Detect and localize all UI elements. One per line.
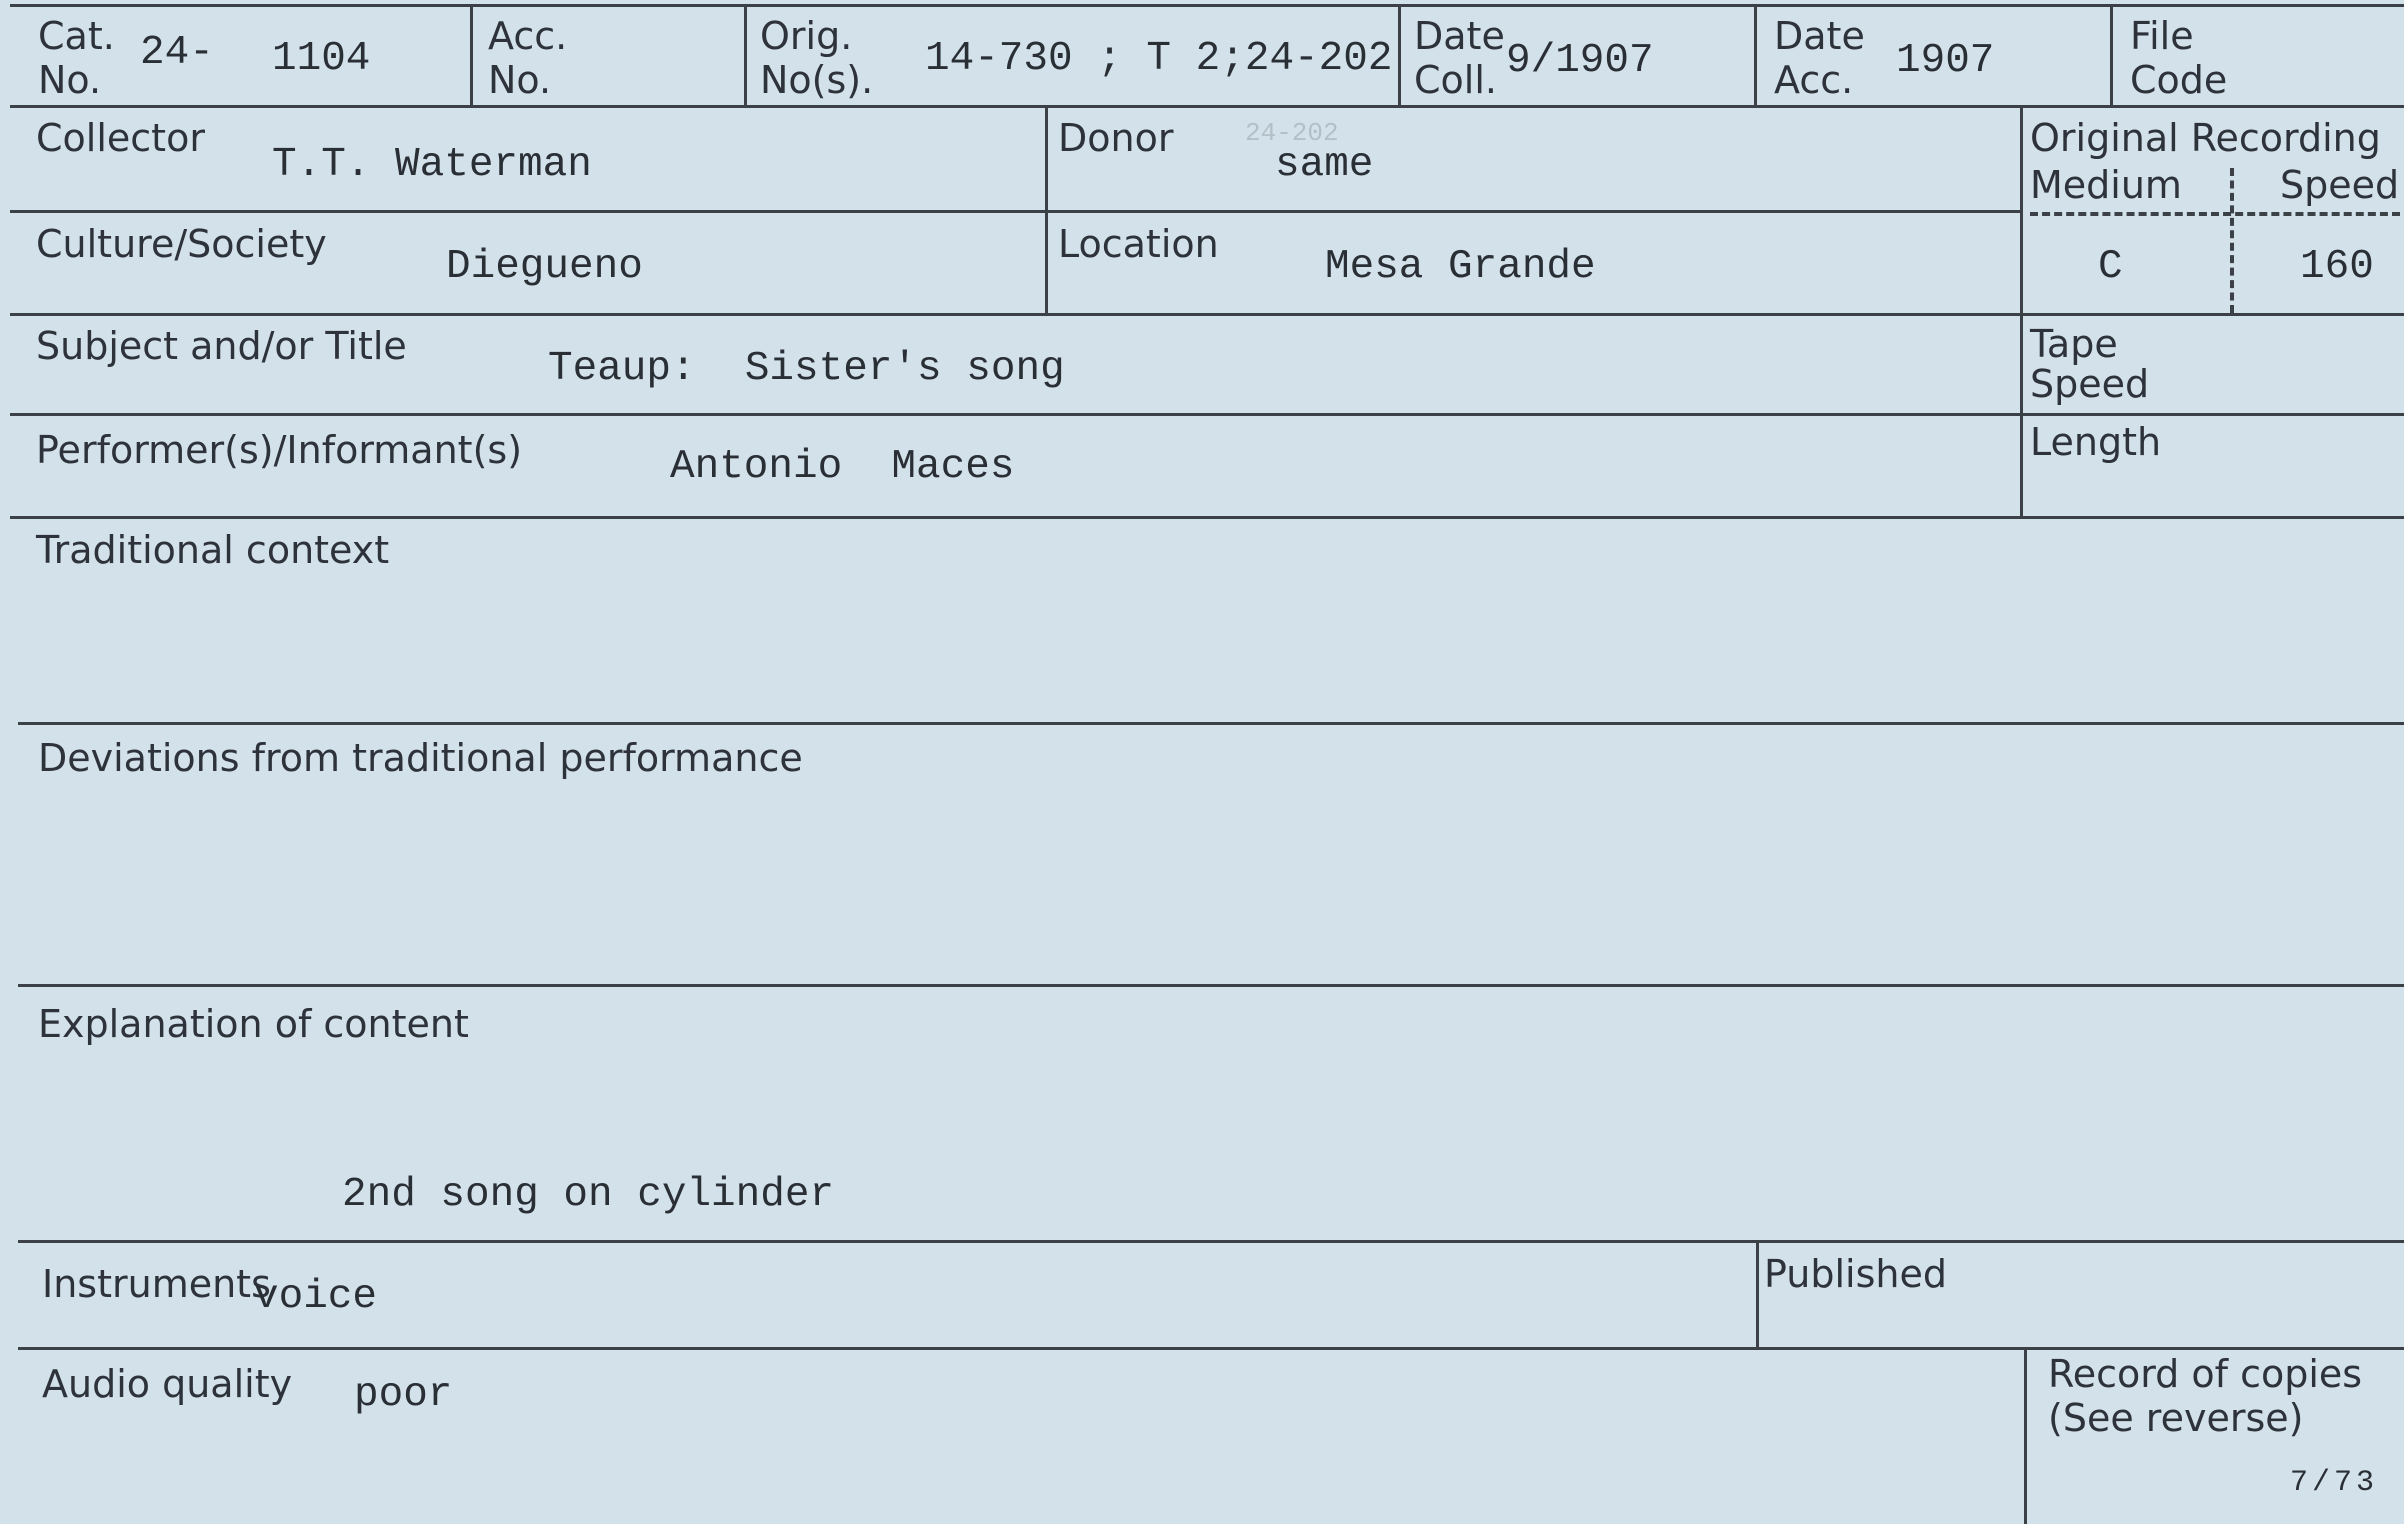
length-label: Length xyxy=(2030,420,2162,464)
performers-label: Performer(s)/Informant(s) xyxy=(36,428,523,472)
rule xyxy=(1754,4,1757,106)
rule xyxy=(1756,1240,1759,1348)
speed-label: Speed xyxy=(2280,163,2400,207)
medium-value: C xyxy=(2098,244,2123,290)
rule xyxy=(18,722,2404,725)
published-label: Published xyxy=(1764,1252,1947,1296)
donor-value: same xyxy=(1275,142,1374,188)
cat-number: 1104 xyxy=(272,36,371,82)
location-value: Mesa Grande xyxy=(1325,244,1596,290)
instruments-value: voice xyxy=(254,1274,378,1320)
collector-label: Collector xyxy=(36,116,205,160)
rule xyxy=(470,4,473,106)
rule xyxy=(10,105,2404,108)
date-coll-value: 9/1907 xyxy=(1506,38,1654,84)
acc-no-label: Acc. No. xyxy=(488,14,568,102)
file-code-label: File Code xyxy=(2130,14,2228,102)
rule xyxy=(2020,105,2023,517)
recording-divider xyxy=(2230,168,2234,313)
medium-label: Medium xyxy=(2030,163,2182,207)
recording-divider xyxy=(2030,212,2400,216)
explanation-value: 2nd song on cylinder xyxy=(342,1172,835,1218)
culture-value: Diegueno xyxy=(446,244,643,290)
rule xyxy=(1045,105,1048,315)
subject-label: Subject and/or Title xyxy=(36,324,407,368)
rule xyxy=(10,413,2404,416)
rule xyxy=(10,210,2020,213)
collector-value: T.T. Waterman xyxy=(272,142,592,188)
traditional-context-label: Traditional context xyxy=(36,528,390,572)
speed-value: 160 xyxy=(2300,244,2374,290)
donor-label: Donor xyxy=(1058,116,1174,160)
instruments-label: Instruments xyxy=(42,1262,271,1306)
rule xyxy=(2110,4,2113,106)
cat-no-label: Cat. No. xyxy=(38,14,115,102)
rule xyxy=(18,1240,2404,1243)
record-of-copies-label: Record of copies (See reverse) xyxy=(2048,1352,2363,1440)
performer-value: Antonio Maces xyxy=(670,444,1015,490)
rule xyxy=(10,313,2404,316)
rule xyxy=(10,4,2404,7)
rule xyxy=(10,516,2404,519)
rule xyxy=(2024,1347,2027,1524)
rule xyxy=(18,1347,2404,1350)
audio-quality-value: poor xyxy=(354,1372,453,1418)
tape-speed-label: Tape Speed xyxy=(2030,322,2150,406)
form-code: 7/73 xyxy=(2290,1466,2379,1500)
donor-pencil-note: 24-202 xyxy=(1245,118,1339,148)
rule xyxy=(1398,4,1401,106)
date-coll-label: Date Coll. xyxy=(1414,14,1505,102)
audio-quality-label: Audio quality xyxy=(42,1362,293,1406)
orig-nos-value: 14-730 ; T 2;24-202 xyxy=(925,36,1393,82)
original-recording-label: Original Recording xyxy=(2030,116,2381,160)
rule xyxy=(18,984,2404,987)
date-acc-value: 1907 xyxy=(1896,38,1995,84)
subject-value: Teaup: Sister's song xyxy=(548,346,1065,392)
date-acc-label: Date Acc. xyxy=(1774,14,1865,102)
culture-label: Culture/Society xyxy=(36,222,327,266)
location-label: Location xyxy=(1058,222,1219,266)
orig-nos-label: Orig. No(s). xyxy=(760,14,874,102)
rule xyxy=(744,4,747,106)
cat-prefix: 24- xyxy=(140,30,214,76)
explanation-label: Explanation of content xyxy=(38,1002,469,1046)
deviations-label: Deviations from traditional performance xyxy=(38,736,803,780)
